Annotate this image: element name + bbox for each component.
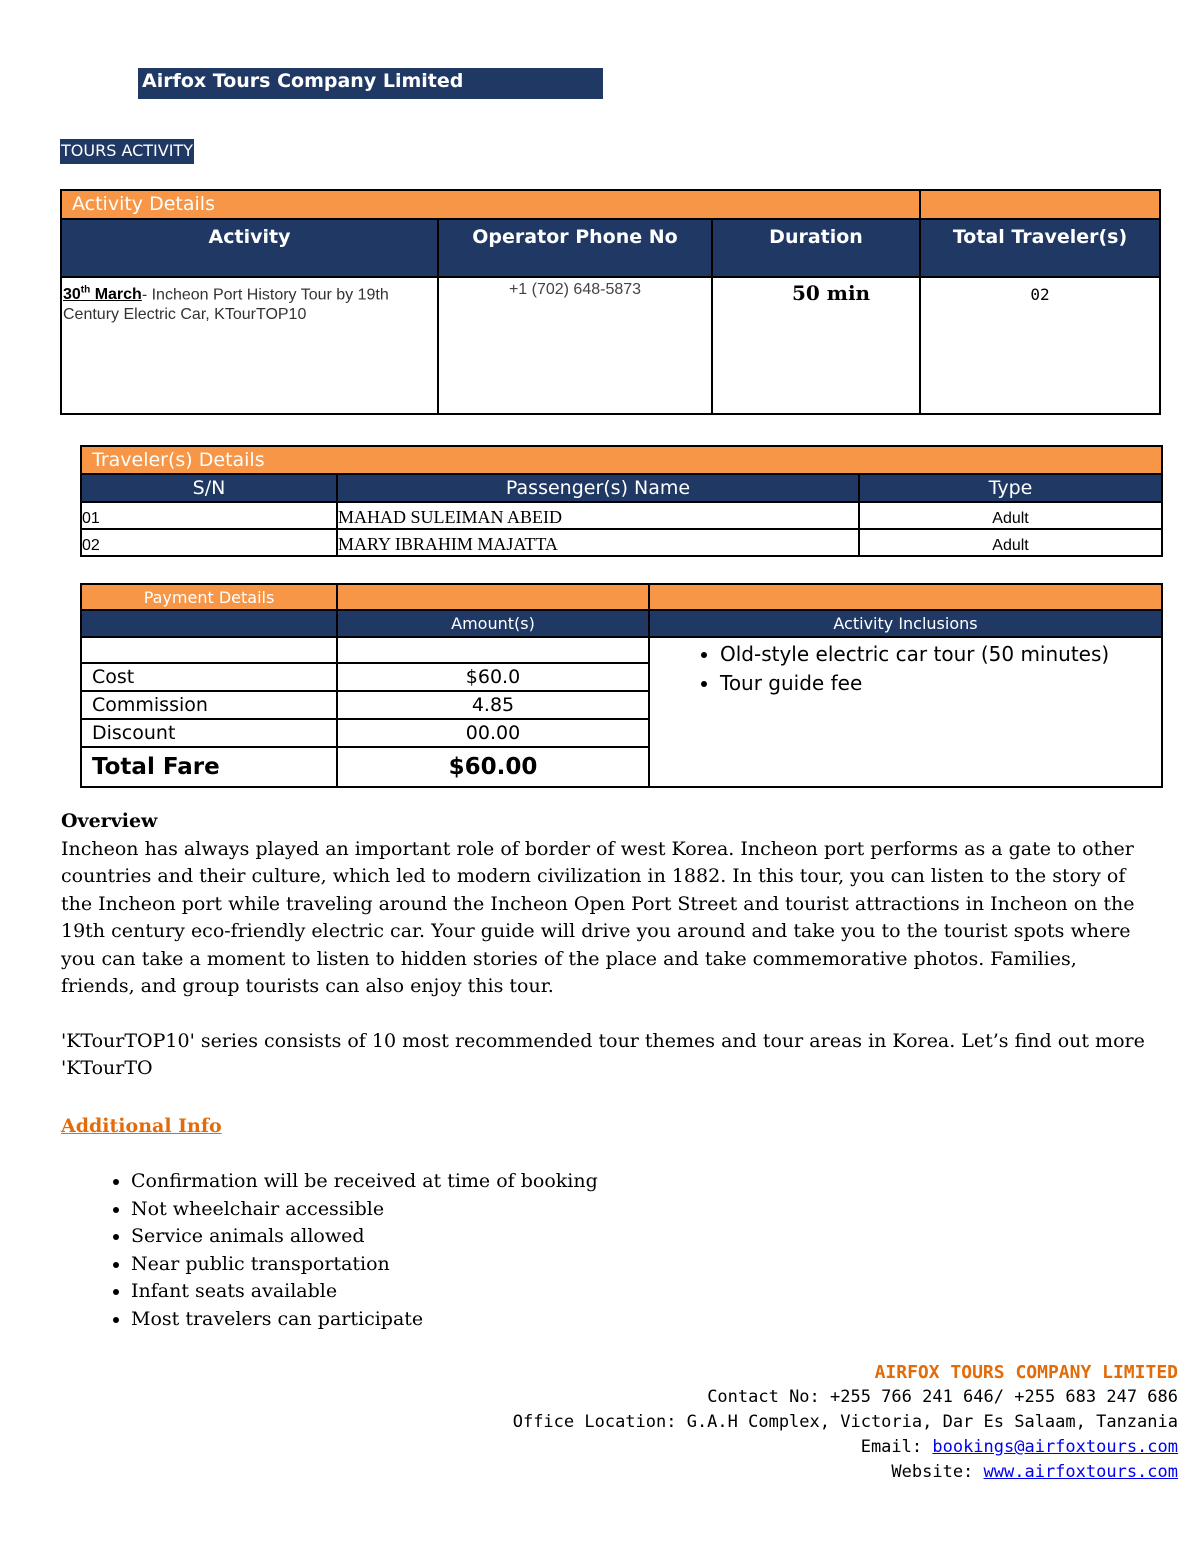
activity-description: [63, 279, 436, 327]
list-item: • Near public transportation: [131, 1251, 598, 1279]
footer-email-line: [513, 1435, 1178, 1460]
list-item: • Infant seats available: [131, 1278, 598, 1306]
overview-paragraph: Incheon has always played an important role of border of west Korea. Incheon port performs as a gate to other countries and their culture, which led to modern civilization in 1882. In this tour, you can listen to the story of the Incheon port while traveling around the Incheon Open Port Street and tourist attractions in Incheon on the 19th century eco-friendly electric car. Your guide will drive you around and take you to the tourist spots where you can take a moment to listen to hidden stories of the place and take commemorative photos. Families, friends, and group tourists can also enjoy this tour.: [61, 837, 1135, 997]
phone-header: Operator Phone No: [438, 219, 712, 277]
company-name-banner: Airfox Tours Company Limited: [138, 68, 603, 99]
payment-title-spacer: [649, 584, 1162, 610]
activity-details-table: [60, 189, 1161, 415]
table-row: [81, 529, 1162, 556]
traveler-type: Adult: [859, 502, 1162, 529]
traveler-type: Adult: [859, 529, 1162, 556]
payment-empty-cell: [81, 637, 337, 663]
overview-paragraph: 'KTourTOP10' series consists of 10 most recommended tour themes and tour areas in Korea. Let’s find out more 'KTourTO: [61, 1029, 1145, 1079]
operator-phone: +1 (702) 648-5873: [508, 281, 642, 298]
website-link[interactable]: www.airfoxtours.com: [983, 1462, 1178, 1482]
payment-table: [80, 583, 1163, 788]
activity-cell: [61, 277, 438, 414]
footer-company-name: AIRFOX TOURS COMPANY LIMITED: [874, 1362, 1178, 1383]
list-item: • Not wheelchair accessible: [131, 1196, 598, 1224]
traveler-name: MAHAD SULEIMAN ABEID: [337, 502, 859, 529]
payment-label-header: [81, 610, 337, 637]
total-fare-label: Total Fare: [81, 747, 337, 787]
travelers-section-title: Traveler(s) Details: [81, 446, 1162, 474]
travelers-table: [80, 445, 1163, 557]
traveler-sn: 01: [81, 502, 337, 529]
passenger-name-header: Passenger(s) Name: [337, 474, 859, 502]
overview-title: Overview: [61, 810, 158, 832]
commission-label: Commission: [81, 691, 337, 719]
total-travelers-header: Total Traveler(s): [920, 219, 1160, 277]
discount-label: Discount: [81, 719, 337, 747]
list-item: • Old-style electric car tour (50 minutes): [720, 640, 1161, 669]
activity-description-text: - Incheon Port History Tour by 19th Century Electric Car, KTourTOP10: [63, 286, 389, 324]
list-item: • Tour guide fee: [720, 669, 1161, 698]
payment-empty-cell: [337, 637, 649, 663]
inclusions-header: Activity Inclusions: [649, 610, 1162, 637]
total-travelers-value: 02: [1030, 285, 1050, 304]
payment-title-spacer: [337, 584, 649, 610]
activity-section-title: Activity Details: [61, 190, 920, 219]
list-item: • Most travelers can participate: [131, 1306, 598, 1334]
table-row: [81, 502, 1162, 529]
footer-office: Office Location: G.A.H Complex, Victoria, Dar Es Salaam, Tanzania: [512, 1412, 1178, 1432]
activity-header: Activity: [61, 219, 438, 277]
website-label: Website:: [891, 1462, 984, 1482]
section-label: TOURS ACTIVITY: [60, 139, 194, 164]
duration-value: 50 min: [792, 281, 871, 305]
activity-date-day: 30: [63, 286, 81, 304]
activity-date-suffix: th: [80, 285, 91, 296]
activity-section-title-spacer: [920, 190, 1160, 219]
duration-header: Duration: [712, 219, 920, 277]
total-fare-value: $60.00: [337, 747, 649, 787]
payment-section-title: Payment Details: [81, 584, 337, 610]
email-link[interactable]: bookings@airfoxtours.com: [932, 1437, 1178, 1457]
email-label: Email:: [860, 1437, 933, 1457]
inclusions-list: [650, 640, 1161, 698]
cost-value: $60.0: [337, 663, 649, 691]
overview-section: [61, 808, 1151, 1083]
type-header: Type: [859, 474, 1162, 502]
footer: [513, 1360, 1178, 1485]
additional-info-title: Additional Info: [61, 1115, 222, 1137]
activity-date-month: March: [94, 286, 142, 304]
footer-website-line: [513, 1460, 1178, 1485]
cost-label: Cost: [81, 663, 337, 691]
list-item: • Confirmation will be received at time of booking: [131, 1168, 598, 1196]
duration-cell: [712, 277, 920, 414]
amount-header: Amount(s): [337, 610, 649, 637]
inclusions-cell: [649, 637, 1162, 787]
total-travelers-cell: [920, 277, 1160, 414]
additional-info-list: [61, 1168, 598, 1333]
phone-cell: [438, 277, 712, 414]
footer-contact: Contact No: +255 766 241 646/ +255 683 247 686: [707, 1387, 1178, 1407]
commission-value: 4.85: [337, 691, 649, 719]
traveler-sn: 02: [81, 529, 337, 556]
activity-date: [63, 286, 142, 303]
discount-value: 00.00: [337, 719, 649, 747]
traveler-name: MARY IBRAHIM MAJATTA: [337, 529, 859, 556]
list-item: • Service animals allowed: [131, 1223, 598, 1251]
sn-header: S/N: [81, 474, 337, 502]
